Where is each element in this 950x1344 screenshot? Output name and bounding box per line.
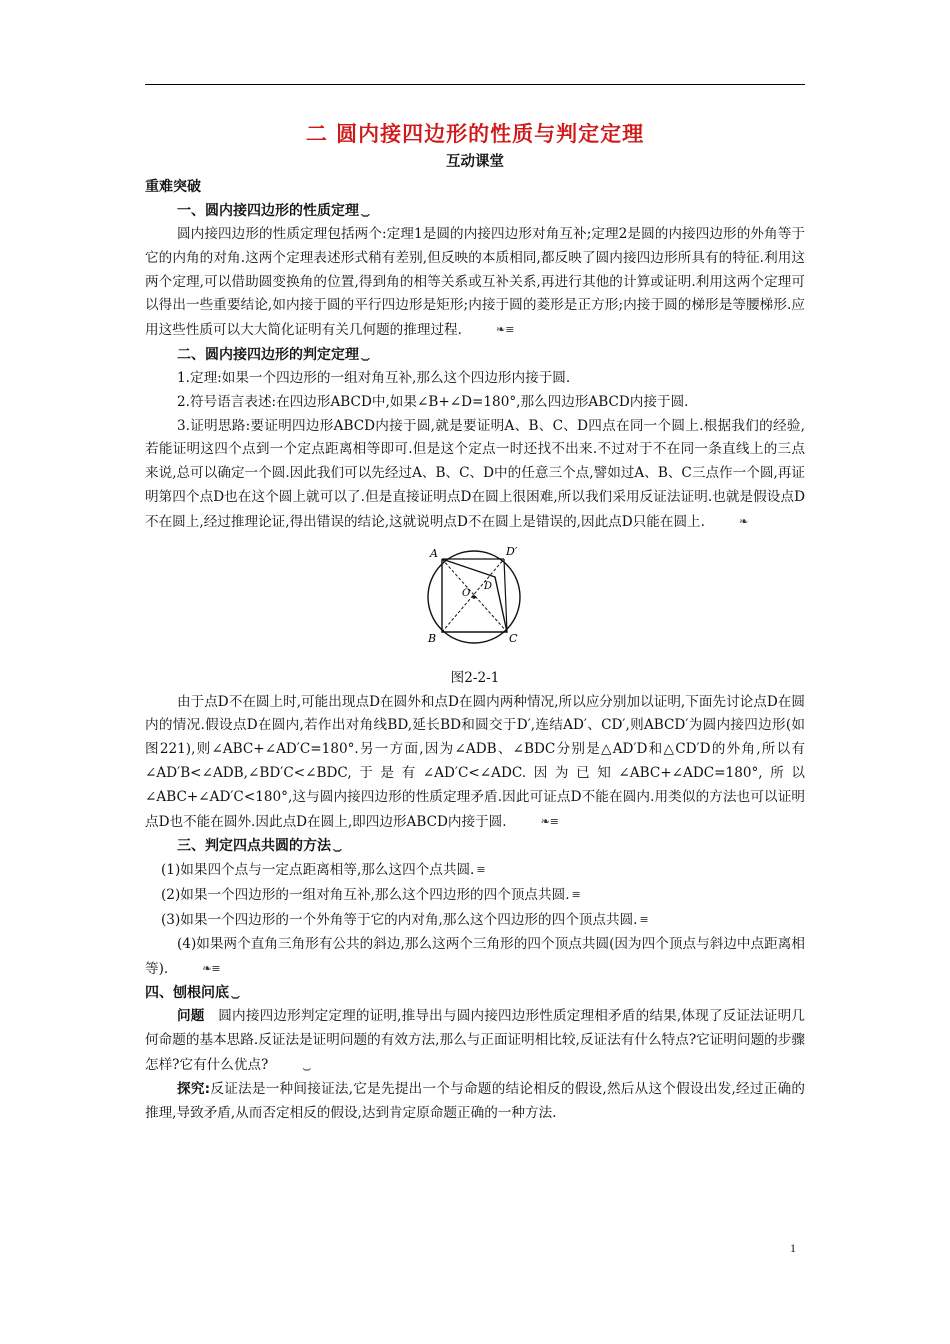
s3-heading: 三、判定四点共圆的方法 ⏡ [145,834,805,858]
page-number: 1 [790,1241,796,1255]
s3-item-2: (2)如果一个四边形的一组对角互补,那么这个四边形的四个顶点共圆. ≡ [145,883,805,908]
label-d: D [484,580,493,592]
document-page [145,118,805,1125]
s2-paragraph-2: 2.符号语言表述:在四边形ABCD中,如果∠B+∠D=180°,那么四边形ABCD内接于圆. [177,393,689,410]
header-rule [145,84,805,85]
label-c: C [509,631,518,645]
s3-item-1: (1)如果四个点与一定点距离相等,那么这四个点共圆. ≡ [145,858,805,883]
s2-paragraph-1: 1.定理:如果一个四边形的一组对角互补,那么这个四边形内接于圆. [177,369,571,386]
note-icon: ⏡ [302,1057,312,1071]
s2-paragraph-3: 3.证明思路:要证明四边形ABCD内接于圆,就是要证明A、B、C、D四点在同一个圆上.根据我们的经验,若能证明这四个点到一个定点距离相等即可.但是这个定点一时还找不出来.不过对于不在同一条直线上的三点来说,总可以确定一个圆.因此我们可以先经过A、B、C、D中的任意三个点,譬如过A、B、C三点作一个圆,再证明第四个点D也在这个圆上就可以了.但是直接证明点D在圆上很困难,所以我们采用反证法证明.也就是假设点D不在圆上,经过推理论证,得出错误的结论,这就说明点D不在圆上是错误的,因此点D只能在圆上. ❧ [145,415,805,535]
s2-paragraph-4: 由于点D不在圆上时,可能出现点D在圆外和点D在圆内两种情况,所以应分别加以证明,下面先讨论点D在圆内的情况.假设点D在圆内,若作出对角线BD,延长BD和圆交于D′,连结AD′、CD′,则ABCD′为圆内接四边形(如图221),则∠ABC+∠AD′C=180°.另一方面,因为∠ADB、∠BDC分别是△AD′D和△CD′D的外角,所以有∠AD′B<∠ADB,∠BD′C<∠BDC,于是有∠AD′C<∠ADC.因为已知∠ABC+∠ADC=180°,所以∠ABC+∠AD′C<180°,这与圆内接四边形的性质定理矛盾.因此可证点D不能在圆内.用类似的方法也可以证明点D也不能在圆外.因此点D在圆上,即四边形ABCD内接于圆. ❧≡ [145,691,805,835]
label-o: O [462,587,471,599]
figure-caption: 图2-2-1 [450,669,500,686]
doc-title: 二 圆内接四边形的性质与判定定理 [305,122,645,146]
doc-subtitle: 互动课堂 [446,154,504,170]
s1-heading: 一、圆内接四边形的性质定理 ⏡ [145,199,805,223]
circle-figure-svg [420,541,530,651]
s1-paragraph: 圆内接四边形的性质定理包括两个:定理1是圆的内接四边形对角互补;定理2是圆的内接四边形的外角等于它的内角的对角.这两个定理表述形式稍有差别,但反映的本质相同,都反映了圆内接四边形所具有的特征.利用这两个定理,可以借助圆变换角的位置,得到角的相等关系或互补关系,再进行其他的计算或证明.利用这两个定理可以得出一些重要结论,如内接于圆的平行四边形是矩形;内接于圆的菱形是正方形;内接于圆的梯形是等腰梯形.应用这些性质可以大大简化证明有关几何题的推理过程. ❧≡ [145,223,805,343]
note-icon: ⏡ [361,347,370,361]
label-dprime: D′ [506,544,518,558]
center-point [472,595,476,599]
s4-heading: 四、刨根问底 ⏡ [145,981,805,1005]
s3-item-3: (3)如果一个四边形的一个外角等于它的内对角,那么这个四边形的四个顶点共圆. ≡ [145,908,805,933]
s3-item-4: (4)如果两个直角三角形有公共的斜边,那么这两个三角形的四个顶点共圆(因为四个顶点与斜边中点距离相等). ❧≡ [145,933,805,982]
annotation-icon: ≡ [639,912,649,926]
annotation-icon: ❧≡ [540,814,560,828]
section-heading: 重难突破 [145,179,201,195]
annotation-icon: ≡ [571,888,581,902]
annotation-icon: ❧ [738,514,749,528]
s2-heading: 二、圆内接四边形的判定定理 ⏡ [145,343,805,367]
annotation-icon: ❧≡ [495,323,515,337]
label-b: B [428,631,437,645]
question-label: 问题 [177,1008,205,1025]
note-icon: ⏡ [231,986,240,1000]
geometry-figure [145,541,805,651]
note-icon: ⏡ [361,204,370,217]
s4-answer: 探究:反证法是一种间接证法,它是先提出一个与命题的结论相反的假设,然后从这个假设出发,经过正确的推理,导致矛盾,从而否定相反的假设,达到肯定原命题正确的一种方法. [145,1080,806,1121]
annotation-icon: ≡ [476,863,486,877]
note-icon: ⏡ [333,839,342,853]
s4-question: 问题 圆内接四边形判定定理的证明,推导出与圆内接四边形性质定理相矛盾的结果,体现了反证法证明几何命题的基本思路.反证法是证明问题的有效方法,那么与正面证明相比较,反证法有什么特点?它证明问题的步骤怎样?它有什么优点? ⏡ [145,1005,805,1077]
label-a: A [430,546,438,560]
annotation-icon: ❧≡ [202,961,221,975]
answer-label: 探究: [177,1080,211,1097]
